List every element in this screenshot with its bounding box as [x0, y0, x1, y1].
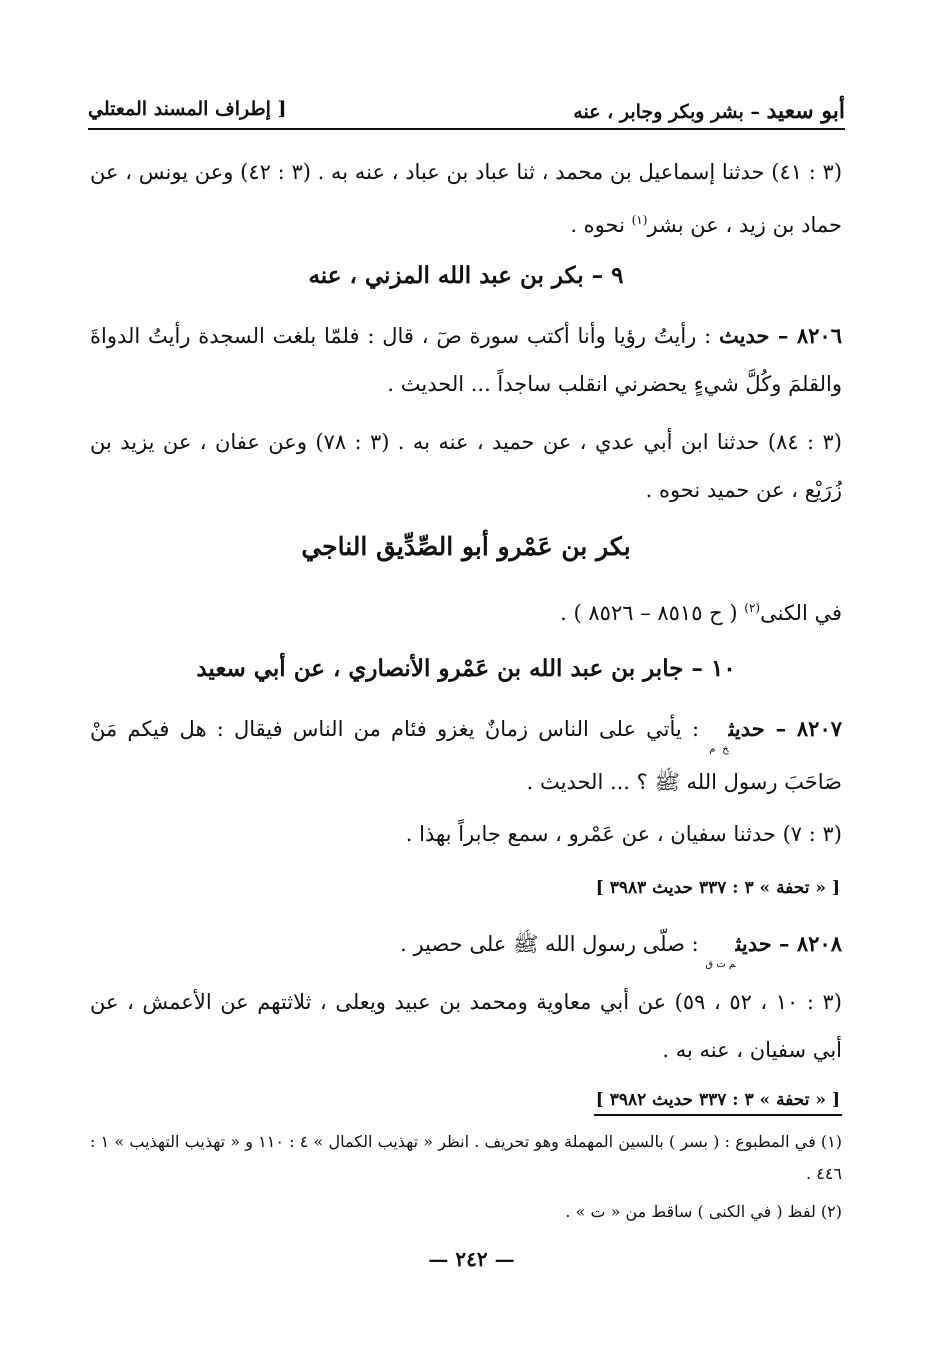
header-right-bold: أبو سعيد — [766, 98, 845, 124]
hadith-8208 — [90, 920, 842, 973]
header-left: [ إطراف المسند المعتلي — [88, 98, 287, 120]
kuna-range: ( ح ٨٥١٥ – ٨٥٢٦ ) . — [560, 601, 745, 625]
footnote-2: (٢) لفظ ( في الكنى ) ساقط من « ت » . — [565, 1202, 842, 1221]
hadith-text: : رأيتُ رؤيا وأنا أكتب سورة صٓ ، قال : فلمّا بلغت السجدة رأيتُ الدواةَ والقلمَ وكُلَّ شيءٍ يحضرني انقلب ساجداً ... الحديث . — [90, 324, 842, 396]
hadith-8206 — [90, 312, 842, 408]
running-header — [88, 98, 845, 130]
footnote-divider — [594, 1114, 842, 1116]
header-right-rest: – بشر وبكر وجابر ، عنه — [573, 101, 767, 123]
hadith-number: ٨٢٠٧ – حديث — [728, 716, 843, 741]
collection-marks: خ م — [709, 744, 729, 755]
collection-marks: م ت ق — [705, 959, 736, 970]
hadith-text: : صلّى رسول الله ﷺ على حصير . — [400, 932, 706, 956]
hadith-text: : يأتي على الناس زمانٌ يغزو فئام من الناس فيقال : هل فيكم مَنْ صَاحَبَ رسول الله ﷺ ؟ ... الحديث . — [90, 717, 842, 794]
isnad-paragraph-2: (٣ : ٨٤) حدثنا ابن أبي عدي ، عن حميد ، عنه به . (٣ : ٧٨) وعن عفان ، عن يزيد بن زُرَيْع ، عن حميد نحوه . — [90, 430, 842, 502]
section-heading-10: ١٠ – جابر بن عبد الله بن عَمْرو الأنصاري ، عن أبي سعيد — [196, 655, 736, 682]
isnad-text-end: نحوه . — [570, 213, 632, 237]
isnad-8207: (٣ : ٧) حدثنا سفيان ، عن عَمْرو ، سمع جابراً بهذا . — [405, 822, 842, 846]
section-heading-bakr: بكر بن عَمْرو أبو الصِّدِّيق الناجي — [301, 532, 631, 561]
kuna-reference — [90, 584, 842, 637]
hadith-number: ٨٢٠٦ – حديث — [719, 323, 842, 348]
kuna-text: في الكنى — [760, 601, 842, 625]
hadith-8207 — [90, 705, 842, 806]
footnote-ref-1: (١) — [631, 213, 648, 227]
footnote-ref-2: (٢) — [744, 601, 761, 615]
tuhfa-reference-3983: [ « تحفة » ٣ : ٣٣٧ حديث ٣٩٨٣ ] — [595, 878, 840, 898]
tuhfa-reference-3982: [ « تحفة » ٣ : ٣٣٧ حديث ٣٩٨٢ ] — [595, 1090, 840, 1110]
section-heading-9: ٩ – بكر بن عبد الله المزني ، عنه — [308, 262, 624, 289]
footnote-1: (١) في المطبوع : ( بسر ) بالسين المهملة وهو تحريف . انظر « تهذيب الكمال » ٤ : ١١٠ و « تهذيب التهذيب » ١ : ٤٤٦ . — [90, 1132, 843, 1183]
page-number: — ٢٤٢ — — [428, 1247, 515, 1271]
isnad-paragraph-1 — [90, 148, 842, 249]
isnad-text: (٣ : ٤١) حدثنا إسماعيل بن محمد ، ثنا عباد بن عباد ، عنه به . (٣ : ٤٢) وعن يونس ، عن حماد بن زيد ، عن بشر — [90, 160, 843, 237]
isnad-8208: (٣ : ١٠ ، ٥٢ ، ٥٩) عن أبي معاوية ومحمد بن عبيد ويعلى ، ثلاثتهم عن الأعمش ، عن أبي سفيان ، عنه به . — [90, 990, 842, 1062]
hadith-number: ٨٢٠٨ – حديث — [735, 931, 842, 956]
header-right — [573, 98, 845, 124]
